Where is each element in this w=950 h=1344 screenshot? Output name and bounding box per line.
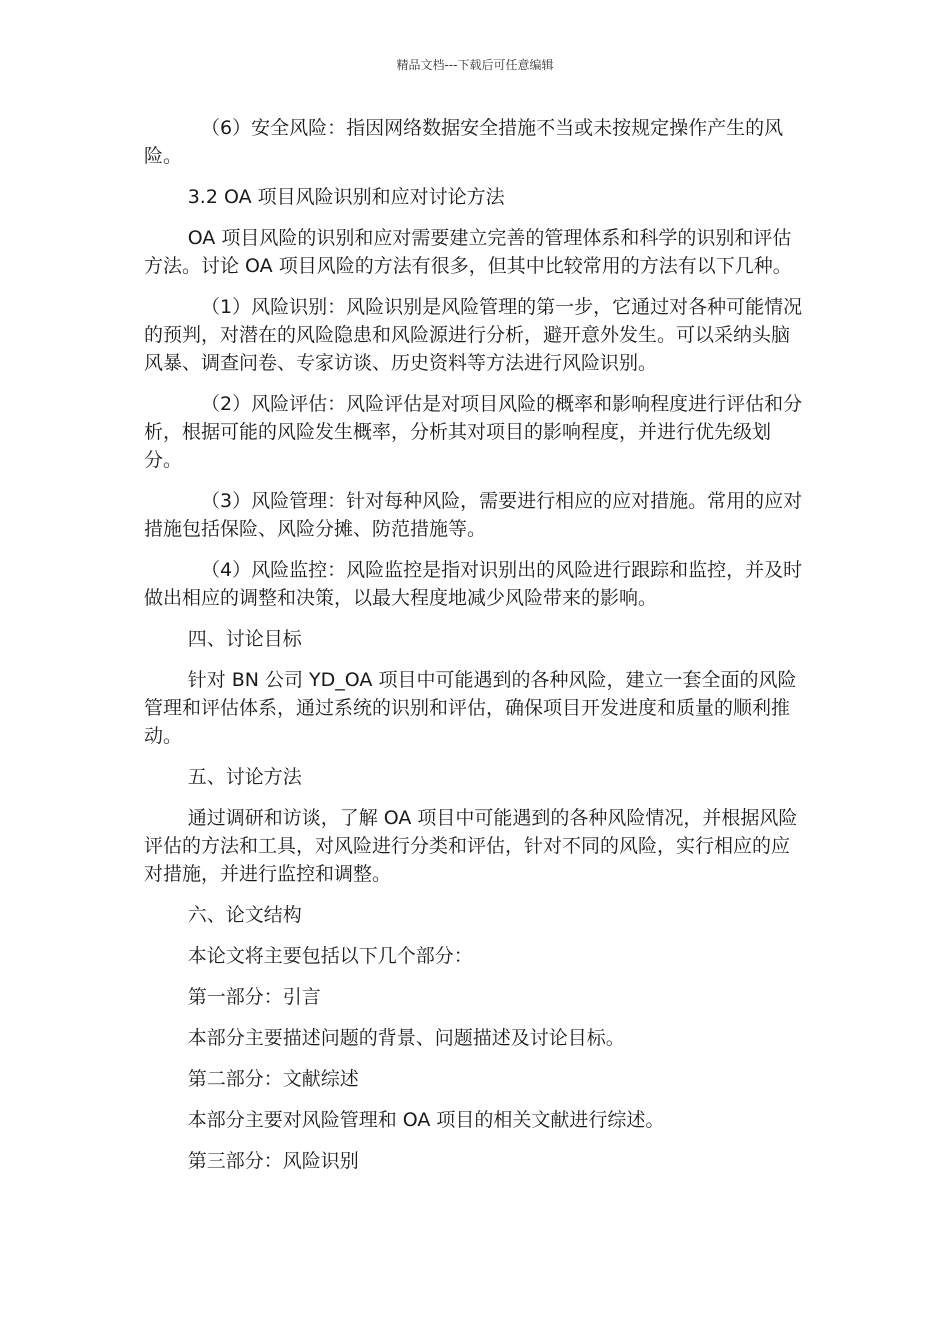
part-three-heading: 第三部分：风险识别: [187, 1150, 359, 1172]
paragraph-methods-intro: OA 项目风险的识别和应对需要建立完善的管理体系和科学的识别和评估方法。讨论 OA 项目风险的方法有很多，但其中比较常用的方法有以下几种。: [144, 227, 792, 277]
paragraph-risk-monitoring: （4）风险监控：风险监控是指对识别出的风险进行跟踪和监控，并及时做出相应的调整和决策，以最大程度地减少风险带来的影响。: [144, 559, 803, 609]
paragraph-risk-assessment: （2）风险评估：风险评估是对项目风险的概率和影响程度进行评估和分析，根据可能的风险发生概率，分析其对项目的影响程度，并进行优先级划分。: [144, 393, 803, 471]
part-two-description: 本部分主要对风险管理和 OA 项目的相关文献进行综述。: [187, 1109, 665, 1131]
paragraph-risk-management: （3）风险管理：针对每种风险，需要进行相应的应对措施。常用的应对措施包括保险、风险分摊、防范措施等。: [144, 490, 803, 540]
paragraph-methods: 通过调研和访谈，了解 OA 项目中可能遇到的各种风险情况，并根据风险评估的方法和工具，对风险进行分类和评估，针对不同的风险，实行相应的应对措施，并进行监控和调整。: [144, 807, 798, 885]
section-heading-3-2: 3.2 OA 项目风险识别和应对讨论方法: [187, 186, 505, 208]
part-one-description: 本部分主要描述问题的背景、问题描述及讨论目标。: [187, 1027, 625, 1049]
part-two-heading: 第二部分：文献综述: [187, 1068, 359, 1090]
page-header: 精品文档---下载后可任意编辑: [396, 58, 554, 72]
paragraph-risk-identification: （1）风险识别：风险识别是风险管理的第一步，它通过对各种可能情况的预判，对潜在的风险隐患和风险源进行分析，避开意外发生。可以采纳头脑风暴、调查问卷、专家访谈、历史资料等方法进行风险识别。: [144, 296, 803, 374]
paragraph-objectives: 针对 BN 公司 YD_OA 项目中可能遇到的各种风险，建立一套全面的风险管理和评估体系，通过系统的识别和评估，确保项目开发进度和质量的顺利推动。: [144, 669, 797, 747]
paragraph-security-risk: （6）安全风险：指因网络数据安全措施不当或未按规定操作产生的风险。: [144, 117, 784, 167]
section-heading-objectives: 四、讨论目标: [187, 628, 302, 650]
paragraph-structure-intro: 本论文将主要包括以下几个部分：: [187, 945, 473, 967]
section-heading-structure: 六、论文结构: [187, 904, 302, 926]
document-body: [144, 114, 806, 1188]
section-heading-methods: 五、讨论方法: [187, 766, 302, 788]
part-one-heading: 第一部分：引言: [187, 986, 321, 1008]
